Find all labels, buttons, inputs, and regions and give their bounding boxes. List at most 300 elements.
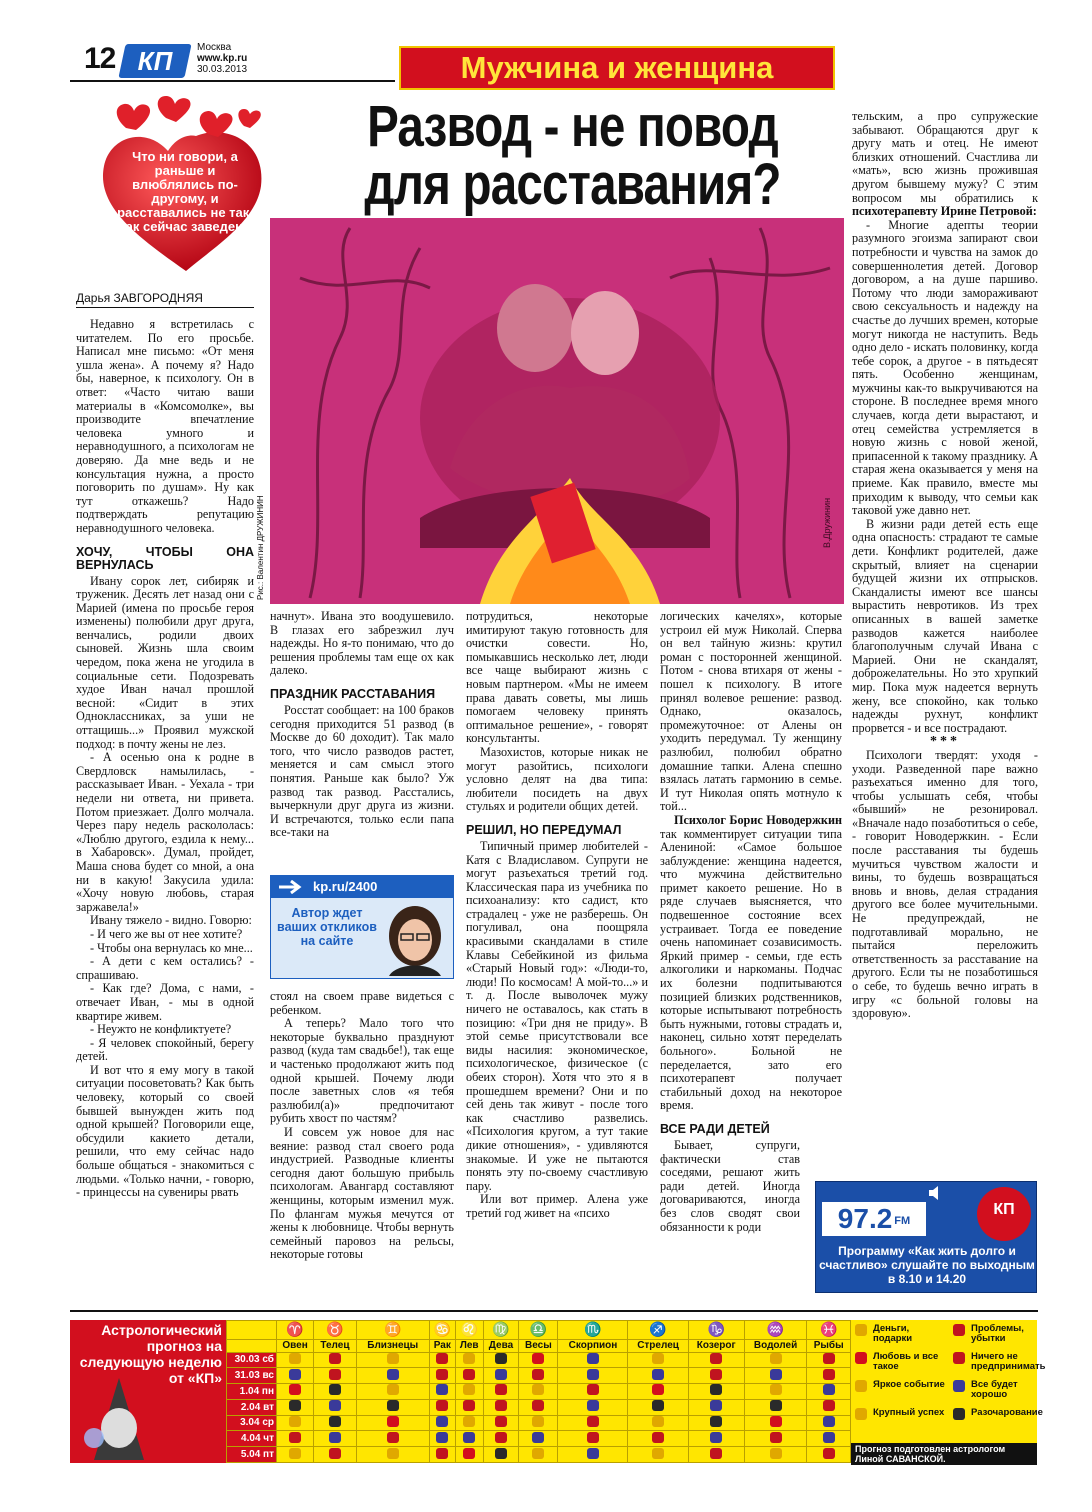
expert-name: Психолог Борис Новодержкин: [674, 812, 842, 827]
paragraph: Росстат сообщает: на 100 браков сегодня приходится 51 развод (в Москве до 60 доходит). Так мало того, что число разводов растет, меняется и сам смысл этого понятия. Раньше как было? Уж развод так развод. Расстались, вычеркнули друг друга из жизни. И встречаются, только если папа все-таки на: [270, 702, 454, 840]
kp-logo: [118, 44, 191, 78]
author-photo: [379, 902, 451, 976]
forecast-cell: [688, 1399, 744, 1415]
disappointment-icon: [387, 1400, 399, 1411]
trophy-icon: [463, 1384, 475, 1395]
small-heart-icon: [238, 109, 260, 128]
trophy-icon: [387, 1353, 399, 1364]
money-icon: [855, 1324, 867, 1336]
astro-table: [226, 1320, 851, 1463]
thumb-up-icon: [436, 1384, 448, 1395]
forecast-cell: [277, 1352, 314, 1368]
forecast-cell: [807, 1447, 851, 1463]
paragraph: Ивану сорок лет, сибиряк и труженик. Десять лет назад они с Марией (имена по просьбе героя изменены) полюбили друг друга, венчались, родили двоих сыновей. Жизнь шла своим чередом, пока жена не угодила в социальные сети. Подозревать худое Иван начал прошлой весной: «Сидит в этих Одноклассниках, за уши не оттащишь...» Проявил мужской подход: в почту жены не лез.: [76, 573, 254, 751]
article-column-1: [76, 318, 254, 1304]
legend-label: Проблемы, убытки: [971, 1323, 1024, 1344]
event-icon: [289, 1416, 301, 1427]
forecast-cell: [429, 1368, 455, 1384]
zodiac-9-icon: ♐: [628, 1321, 688, 1340]
forecast-cell: [807, 1431, 851, 1447]
forecast-cell: [455, 1447, 483, 1463]
subheading: ХОЧУ, ЧТОБЫ ОНА ВЕРНУЛАСЬ: [76, 544, 254, 572]
radio-ad[interactable]: [815, 1181, 1037, 1293]
radio-caption: Программу «Как жить долго и счастливо» слушайте по выходным в 8.10 и 14.20: [819, 1244, 1035, 1286]
zodiac-8-icon: ♏: [558, 1321, 628, 1340]
paragraph: Бывает, супруги, фактически став соседями, решают жить ради детей. Иногда договариваются, иногда без слов сводят свои обязанности к роди: [660, 1137, 800, 1234]
forecast-cell: [744, 1352, 806, 1368]
rubric-title: Мужчина и женщина: [460, 50, 774, 85]
paragraph: - Я человек спокойный, берегу детей.: [76, 1035, 254, 1064]
article-column-2: [270, 610, 454, 872]
forecast-cell: [314, 1384, 356, 1400]
zodiac-sign-name: Скорпион: [558, 1339, 628, 1352]
forecast-cell: [558, 1399, 628, 1415]
forecast-cell: [277, 1431, 314, 1447]
event-icon: [652, 1416, 664, 1427]
forecast-cell: [519, 1431, 558, 1447]
paragraph: - И чего же вы от нее хотите?: [90, 926, 243, 941]
forecast-cell: [558, 1384, 628, 1400]
zodiac-sign-name: Рыбы: [807, 1339, 851, 1352]
article-column-5: [852, 110, 1038, 1178]
thumb-up-icon: [710, 1432, 722, 1443]
trophy-icon: [770, 1353, 782, 1364]
forecast-cell: [519, 1368, 558, 1384]
forecast-cell: [356, 1431, 429, 1447]
trophy-icon: [289, 1448, 301, 1459]
forecast-row: [227, 1447, 851, 1463]
problem-icon: [532, 1369, 544, 1380]
forecast-cell: [455, 1431, 483, 1447]
thumb-up-icon: [436, 1432, 448, 1443]
legend-label: Все будет хорошо: [971, 1379, 1018, 1400]
thumb-up-icon: [710, 1400, 722, 1411]
forecast-row: [227, 1399, 851, 1415]
paragraph: стоял на своем праве видеться с ребенком.: [270, 990, 454, 1017]
forecast-cell: [628, 1415, 688, 1431]
thumb-up-icon: [329, 1432, 341, 1443]
thumb-up-icon: [587, 1448, 599, 1459]
paragraph: А теперь? Мало того что некоторые буквально празднуют развод (куда там свадьбе!), так еще и частенько продолжают жить под одной крышей. Почему люди после заветных слов «я тебя разлюбил(а)» предпочитают рубить хвост по частям?: [270, 1016, 454, 1126]
zodiac-sign-name: Рак: [429, 1339, 455, 1352]
zodiac-1-icon: ♈: [277, 1321, 314, 1340]
thumb-up-icon: [436, 1416, 448, 1427]
zodiac-6-icon: ♍: [483, 1321, 519, 1340]
money-icon: [289, 1353, 301, 1364]
legend-label: Деньги, подарки: [873, 1323, 913, 1344]
zodiac-sign-name: Лев: [455, 1339, 483, 1352]
speaker-icon: [928, 1186, 946, 1200]
subheading: ПРАЗДНИК РАССТАВАНИЯ: [270, 686, 436, 701]
problem-icon: [953, 1324, 965, 1336]
header-meta: [197, 42, 247, 75]
forecast-cell: [455, 1399, 483, 1415]
subheading: ВСЕ РАДИ ДЕТЕЙ: [660, 1121, 770, 1136]
forecast-day: 4.04 чт: [227, 1431, 277, 1447]
radio-frequency-value: 97.2: [837, 1203, 893, 1234]
problem-icon: [436, 1369, 448, 1380]
paragraph: - Неужто не конфликтуете?: [90, 1022, 232, 1037]
paragraph: [852, 110, 1038, 219]
thumb-up-icon: [587, 1400, 599, 1411]
forecast-day: 2.04 вт: [227, 1399, 277, 1415]
forecast-cell: [356, 1352, 429, 1368]
arrow-icon: [279, 880, 305, 894]
forecast-cell: [429, 1352, 455, 1368]
forecast-cell: [483, 1352, 519, 1368]
forecast-cell: [558, 1352, 628, 1368]
promo-link[interactable]: kp.ru/2400: [271, 876, 453, 898]
forecast-cell: [519, 1352, 558, 1368]
forecast-row: [227, 1368, 851, 1384]
stop-icon: [532, 1400, 544, 1411]
zodiac-sign-name: Овен: [277, 1339, 314, 1352]
forecast-cell: [628, 1447, 688, 1463]
forecast-cell: [277, 1447, 314, 1463]
disappointment-icon: [710, 1384, 722, 1395]
legend-label: Разочарование: [971, 1407, 1043, 1418]
radio-frequency-unit: FM: [894, 1214, 911, 1227]
paragraph: - Как где? Дома, с нами, - отвечает Иван, - мы в одной квартире живем.: [76, 981, 254, 1023]
trophy-icon: [532, 1416, 544, 1427]
forecast-cell: [519, 1415, 558, 1431]
stop-icon: [329, 1353, 341, 1364]
zodiac-11-icon: ♒: [744, 1321, 806, 1340]
rubric-banner: [399, 46, 835, 90]
forecast-cell: [429, 1399, 455, 1415]
stop-icon: [710, 1353, 722, 1364]
paragraph: В жизни ради детей есть еще одна опасность: страдают те самые дети. Конфликт родителей, даже скрытый, влияет на сценарии будущей жизни их отпрысков. Скандалисты имеют все шансы вырастить невротиков. Из трех описанных в вашей заметке разводов кажется наиболее благополучным случай Ивана с Марией. Они не скандалят, доброжелательны. Но это хрупкий мир. Пока муж надеется вернуть жену, все спокойно, как только надежды рухнут, конфликт прорвется - и все пострадают.: [852, 516, 1038, 735]
thumb-up-icon: [823, 1416, 835, 1427]
money-icon: [463, 1416, 475, 1427]
paragraph-text: так комментирует ситуации типа Алениной: «Самое большое заблуждение: женщина надеется, что мужчина действительно примет какоето решение. Но в ряде случаев выясняется, что подвешенное состояние всех устраивает. Тогда ее поведение очень напоминает созависимость. Яркий пример - семьи, где есть алкоголики и наркоманы. Подчас их болезни подпитываются позицией близких родственников, которые испытывают потребность быть нужными, готовы страдать и, наконец, сильно хотят переделать больного». Больной не переделается, зато его психотерапевт получает стабильный доход на некоторое время.: [660, 826, 842, 1113]
forecast-cell: [628, 1399, 688, 1415]
heart-icon: [855, 1352, 867, 1364]
headline: Развод - не повод для расставания?: [364, 94, 781, 217]
money-icon: [652, 1353, 664, 1364]
thumb-up-icon: [587, 1369, 599, 1380]
disappointment-icon: [652, 1400, 664, 1411]
thumb-up-icon: [532, 1432, 544, 1443]
header-site[interactable]: www.kp.ru: [197, 53, 248, 64]
forecast-cell: [744, 1368, 806, 1384]
problem-icon: [289, 1432, 301, 1443]
forecast-cell: [356, 1399, 429, 1415]
astro-grid: [226, 1320, 851, 1463]
problem-icon: [495, 1432, 507, 1443]
stop-icon: [953, 1352, 965, 1364]
astro-title-box: [70, 1320, 226, 1463]
forecast-day: 3.04 ср: [227, 1415, 277, 1431]
paragraph: И вот что я ему могу в такой ситуации посоветовать? Как быть человеку, который со своей бывшей вынужден жить под одной крышей? Поговорили еще, обсудили какието детали, решили, что ему сейчас надо больше общаться - знакомиться с людьми. «Только начни, - говорю, - принцессы на сувениры рвать: [76, 1062, 254, 1200]
thumb-up-icon: [463, 1432, 475, 1443]
disappointment-icon: [770, 1400, 782, 1411]
forecast-cell: [277, 1384, 314, 1400]
thumb-up-icon: [289, 1369, 301, 1380]
forecast-cell: [628, 1352, 688, 1368]
forecast-cell: [807, 1399, 851, 1415]
thumb-up-icon: [387, 1369, 399, 1380]
forecast-cell: [628, 1431, 688, 1447]
legend-label: Крупный успех: [873, 1407, 945, 1418]
problem-icon: [823, 1400, 835, 1411]
astro-credit: Прогноз подготовлен астрологом Линой САВАНСКОЙ.: [851, 1443, 1037, 1465]
promo-text: Автор ждет ваших откликов на сайте: [277, 906, 377, 948]
forecast-cell: [744, 1447, 806, 1463]
forecast-cell: [807, 1415, 851, 1431]
zodiac-12-icon: ♓: [807, 1321, 851, 1340]
forecast-cell: [356, 1368, 429, 1384]
small-heart-icon: [200, 111, 233, 137]
forecast-cell: [455, 1384, 483, 1400]
expert-name: психотерапевту Ирине Петровой:: [852, 204, 1037, 219]
wizard-icon: [74, 1368, 164, 1462]
forecast-cell: [429, 1415, 455, 1431]
zodiac-sign-name: Водолей: [744, 1339, 806, 1352]
problem-icon: [329, 1369, 341, 1380]
zodiac-sign-name: Дева: [483, 1339, 519, 1352]
author-byline: [76, 291, 254, 308]
stop-icon: [463, 1400, 475, 1411]
forecast-cell: [314, 1399, 356, 1415]
sign-icons-row: [227, 1321, 851, 1340]
disappointment-icon: [710, 1416, 722, 1427]
promo-box[interactable]: [270, 875, 454, 979]
disappointment-icon: [495, 1353, 507, 1364]
zodiac-sign-name: Близнецы: [356, 1339, 429, 1352]
forecast-cell: [483, 1384, 519, 1400]
stop-icon: [329, 1448, 341, 1459]
thumb-up-icon: [587, 1353, 599, 1364]
paragraph: Типичный пример любителей - Катя с Владиславом. Супруги не могут разъехаться третий год. Классическая пара из учебника по психоанализу: кто садист, кто страдалец - уже не разберешь. Он погуливал, она поощряла красивыми скандалами в стиле Клавы Себейкиной из фильма «Старый Новый год»: «Люди-то, люди! По космосам! А мой-то...» и т. д. После выволочек мужу ничего не оставалось, как стать в позицию: «Три дня не приду». В этой семье присутствовали все виды насилия: экономическое, психологическое, физическое (с обеих сторон). Хотя что это я в прошедшем времени? Они и по сей день так живут - после того как счастливо развелись. «Психология кругом, а тут такие дикие отношения», - удивляются знакомые. И уже не пытаются понять эту по-своему счастливую пару.: [466, 838, 648, 1193]
forecast-cell: [314, 1415, 356, 1431]
forecast-cell: [744, 1384, 806, 1400]
forecast-cell: [483, 1399, 519, 1415]
forecast-cell: [356, 1447, 429, 1463]
paragraph: Недавно я встретилась с читателем. По его просьбе. Написал мне письмо: «От меня ушла жена». А почему я? Надо бы, наверное, к психологу. Он в ответ: «Часто читаю ваши материалы в «Комсомолке», вы производите впечатление человека умного и неравнодушного, а психологам не доверяю. Да мне ведь и не консультация нужна, а просто поговорить по душам». Ну как тут откажешь? Надо подтверждать репутацию неравнодушного человека.: [76, 318, 254, 535]
zodiac-sign-name: Телец: [314, 1339, 356, 1352]
money-icon: [387, 1384, 399, 1395]
money-icon: [532, 1448, 544, 1459]
paragraph-text: тельским, а про супружеские забывают. Обращаются друг к другу мать и отец. Не имеют близких отношений. Счастлива ли «мать», всю жизнь прожившая другом бывшему мужу? С этим вопросом мы обратились к: [852, 110, 1038, 205]
problem-icon: [823, 1448, 835, 1459]
subheading: РЕШИЛ, НО ПЕРЕДУМАЛ: [466, 822, 622, 837]
problem-icon: [387, 1432, 399, 1443]
forecast-cell: [688, 1431, 744, 1447]
illustration-credit: Рис.: Валентин ДРУЖИНИН: [256, 495, 265, 600]
forecast-day: 31.03 вс: [227, 1368, 277, 1384]
lead-text: Что ни говори, а раньше и влюблялись по-другому, и расставались не так, как сейчас заведено: [117, 149, 253, 234]
thumb-up-icon: [953, 1380, 965, 1392]
problem-icon: [436, 1400, 448, 1411]
legend-label: Яркое событие: [873, 1379, 945, 1390]
kp-radio-logo: [976, 1186, 1032, 1242]
stop-icon: [710, 1448, 722, 1459]
forecast-cell: [558, 1447, 628, 1463]
forecast-row: [227, 1431, 851, 1447]
article-illustration: [270, 218, 844, 604]
paragraph: - Чтобы она вернулась ко мне...: [90, 940, 253, 955]
zodiac-5-icon: ♌: [455, 1321, 483, 1340]
forecast-cell: [455, 1415, 483, 1431]
forecast-cell: [628, 1384, 688, 1400]
forecast-cell: [429, 1384, 455, 1400]
paragraph: И совсем уж новое для нас веяние: развод стал своего рода индустрией. Разводные клиенты сегодня дают большую прибыль психологам. Авангард составляют женщины, которым изменил муж. По флангам мужья мечутся от жены к любовнице. Чтобы вернуть семейный паровоз на рельсы, некоторые готовы: [270, 1124, 454, 1262]
svg-text:КП: КП: [993, 1201, 1015, 1218]
radio-frequency: [822, 1202, 926, 1236]
problem-icon: [587, 1416, 599, 1427]
zodiac-4-icon: ♋: [429, 1321, 455, 1340]
zodiac-sign-name: Козерог: [688, 1339, 744, 1352]
event-icon: [387, 1448, 399, 1459]
disappointment-icon: [495, 1448, 507, 1459]
heart-icon: [289, 1384, 301, 1395]
forecast-cell: [744, 1431, 806, 1447]
forecast-cell: [314, 1431, 356, 1447]
author-name: Дарья ЗАВГОРОДНЯЯ: [76, 291, 203, 305]
heart-icon: [463, 1448, 475, 1459]
zodiac-sign-name: Стрелец: [628, 1339, 688, 1352]
forecast-cell: [519, 1384, 558, 1400]
forecast-row: [227, 1352, 851, 1368]
paragraph: Психологи твердят: уходя - уходи. Разведенной паре важно разъехаться именно для того, чтобы услышать себя, чтобы «бывший» не резонировал. «Вначале надо позаботиться о себе, - говорит Новодержкин. - Если после расставания ты будешь мучиться чувством жалости и вины, то будешь возвращаться вновь и вновь, делая страдания другого все более мучительными. Не предупреждай, не подготавливай морально, не пытайся переложить ответственность за расставание на другого. Если ты не позаботишься о себе, то будешь вечно играть в игру «с больной головы на здоровую».: [852, 747, 1038, 1021]
forecast-cell: [688, 1368, 744, 1384]
legend-label: Любовь и все такое: [873, 1351, 939, 1372]
svg-text:В.Дружинин: В.Дружинин: [822, 497, 832, 548]
header-date: 30.03.2013: [197, 64, 248, 75]
event-icon: [532, 1384, 544, 1395]
forecast-cell: [688, 1415, 744, 1431]
thumb-up-icon: [329, 1400, 341, 1411]
section-rule: [70, 1310, 1038, 1312]
problem-icon: [587, 1384, 599, 1395]
stop-icon: [495, 1416, 507, 1427]
paragraph: Или вот пример. Алена уже третий год живет на «психо: [466, 1192, 648, 1220]
zodiac-3-icon: ♊: [356, 1321, 429, 1340]
forecast-cell: [277, 1415, 314, 1431]
astro-legend: [851, 1320, 1046, 1443]
thumb-up-icon: [652, 1369, 664, 1380]
legend-label: Ничего не предпринимать: [971, 1351, 1046, 1372]
forecast-cell: [558, 1431, 628, 1447]
forecast-cell: [558, 1368, 628, 1384]
paragraph: Мазохистов, которые никак не могут разойтись, психологи условно делят на два типа: любители посидеть на двух стульях и родители общих детей.: [466, 744, 648, 814]
thumb-up-icon: [770, 1369, 782, 1380]
forecast-cell: [356, 1415, 429, 1431]
header-city: Москва: [197, 42, 232, 53]
forecast-day: 1.04 пн: [227, 1384, 277, 1400]
forecast-cell: [455, 1368, 483, 1384]
event-icon: [463, 1353, 475, 1364]
paragraph: логических качелях», которые устроил ей муж Николай. Сперва он вел тайную жизнь: крутил роман с посторонней женщиной. Потом - снова втихаря от жены - пошел к психологу. В итоге принял волевое решение: развод. Однако, оказалось, промежуточное: от Алены он уходить передумал. Ту женщину разлюбил, полюбил обратно домашние тапки. Алена спешно взялась латать гармонию в семье. И тут Николая опять мотнуло к той...: [660, 610, 842, 814]
paragraph: - А дети с кем остались? - спрашиваю.: [76, 954, 254, 982]
forecast-cell: [688, 1447, 744, 1463]
forecast-row: [227, 1384, 851, 1400]
paragraph: - А осенью она к родне в Свердловск намылилась, - рассказывает Иван. - Уехала - три недели ни ответа, ни привета. Потом приезжает. Долго молчала. Через пару недель раскололась: «Люблю другого, ездила к нему... в Хабаровск». Думал, пройдет, Маша снова будет со мной, а она ни в какую! Закусила удила: «Хочу новую любовь, старая заржавела!»: [76, 750, 254, 914]
header-rule: [70, 80, 395, 82]
forecast-cell: [807, 1352, 851, 1368]
paragraph: Ивану тяжело - видно. Говорю:: [90, 913, 252, 928]
forecast-cell: [744, 1415, 806, 1431]
paragraph: начнут». Ивана это воодушевило. В глазах его забрезжил луч надежды. Но я-то понимаю, что до решения проблемы там еще ох как далеко.: [270, 610, 454, 678]
problem-icon: [436, 1448, 448, 1459]
forecast-cell: [314, 1447, 356, 1463]
problem-icon: [495, 1400, 507, 1411]
corner-cell: [227, 1339, 277, 1352]
trophy-icon: [652, 1448, 664, 1459]
paragraph: - Многие адепты теории разумного эгоизма запирают свои потребности и чувства на замок до совершеннолетия детей. Договор договором, а на душе паршиво. Потому что люди замораживают свою сексуальность и надежду на счастье до лучших времен, которые могут никогда не наступить. Ведь одно дело - искать половинку, когда тебе сорок, а другое - в пятьдесят пять. Особенно женщинам, мужчины как-то выкручиваются на стороне. В последнее время много случаев, когда дети вырастают, и отец семейства устремляется в новую жизнь с новой женой, припасенной к такому празднику. А старая жена оказывается у меня на приеме. Как правило, вместе мы приходим к выводу, что семьи как таковой уже давно нет.: [852, 217, 1038, 518]
disappointment-icon: [329, 1384, 341, 1395]
forecast-row: [227, 1415, 851, 1431]
heart-icon: [532, 1353, 544, 1364]
kp-logo-text: КП: [137, 46, 173, 76]
forecast-cell: [483, 1368, 519, 1384]
forecast-cell: [483, 1447, 519, 1463]
forecast-cell: [429, 1447, 455, 1463]
zodiac-10-icon: ♑: [688, 1321, 744, 1340]
stop-icon: [495, 1384, 507, 1395]
forecast-cell: [519, 1447, 558, 1463]
corner-cell: [227, 1321, 277, 1340]
trophy-icon: [855, 1408, 867, 1420]
forecast-cell: [483, 1431, 519, 1447]
astro-title: Астрологический прогноз на следующую неделю от «КП»: [79, 1322, 222, 1386]
forecast-cell: [277, 1368, 314, 1384]
money-icon: [770, 1384, 782, 1395]
sign-names-row: [227, 1339, 851, 1352]
problem-icon: [770, 1432, 782, 1443]
heart-icon: [652, 1384, 664, 1395]
forecast-cell: [744, 1399, 806, 1415]
small-heart-icon: [158, 96, 191, 122]
forecast-cell: [314, 1368, 356, 1384]
problem-icon: [710, 1369, 722, 1380]
disappointment-icon: [289, 1400, 301, 1411]
forecast-cell: [429, 1431, 455, 1447]
problem-icon: [652, 1432, 664, 1443]
small-heart-icon: [117, 104, 150, 130]
problem-icon: [436, 1353, 448, 1364]
article-column-2b: [270, 990, 454, 1304]
problem-icon: [823, 1369, 835, 1380]
forecast-cell: [314, 1352, 356, 1368]
article-column-3: [466, 610, 648, 1304]
disappointment-icon: [953, 1408, 965, 1420]
zodiac-2-icon: ♉: [314, 1321, 356, 1340]
thumb-up-icon: [823, 1432, 835, 1443]
paragraph: потрудиться, некоторые имитируют такую готовность для очистки совести. Но, помыкавшись несколько лет, люди все чаще выбирают жизнь с новым партнером. «Мы не имеем права давать советы, мы лишь помогаем человеку принять оптимальное решение», - говорят консультанты.: [466, 610, 648, 746]
paragraph: [660, 814, 842, 1113]
zodiac-sign-name: Весы: [519, 1339, 558, 1352]
forecast-cell: [455, 1352, 483, 1368]
problem-icon: [463, 1369, 475, 1380]
thumb-up-icon: [495, 1369, 507, 1380]
forecast-cell: [519, 1399, 558, 1415]
forecast-cell: [483, 1415, 519, 1431]
zodiac-7-icon: ♎: [519, 1321, 558, 1340]
page-number: 12: [84, 42, 116, 75]
problem-icon: [823, 1353, 835, 1364]
forecast-cell: [807, 1384, 851, 1400]
forecast-cell: [356, 1384, 429, 1400]
section-divider: ***: [930, 734, 960, 750]
problem-icon: [587, 1432, 599, 1443]
forecast-day: 5.04 пт: [227, 1447, 277, 1463]
heart-icon: [770, 1416, 782, 1427]
forecast-cell: [688, 1352, 744, 1368]
forecast-cell: [807, 1368, 851, 1384]
forecast-cell: [688, 1384, 744, 1400]
